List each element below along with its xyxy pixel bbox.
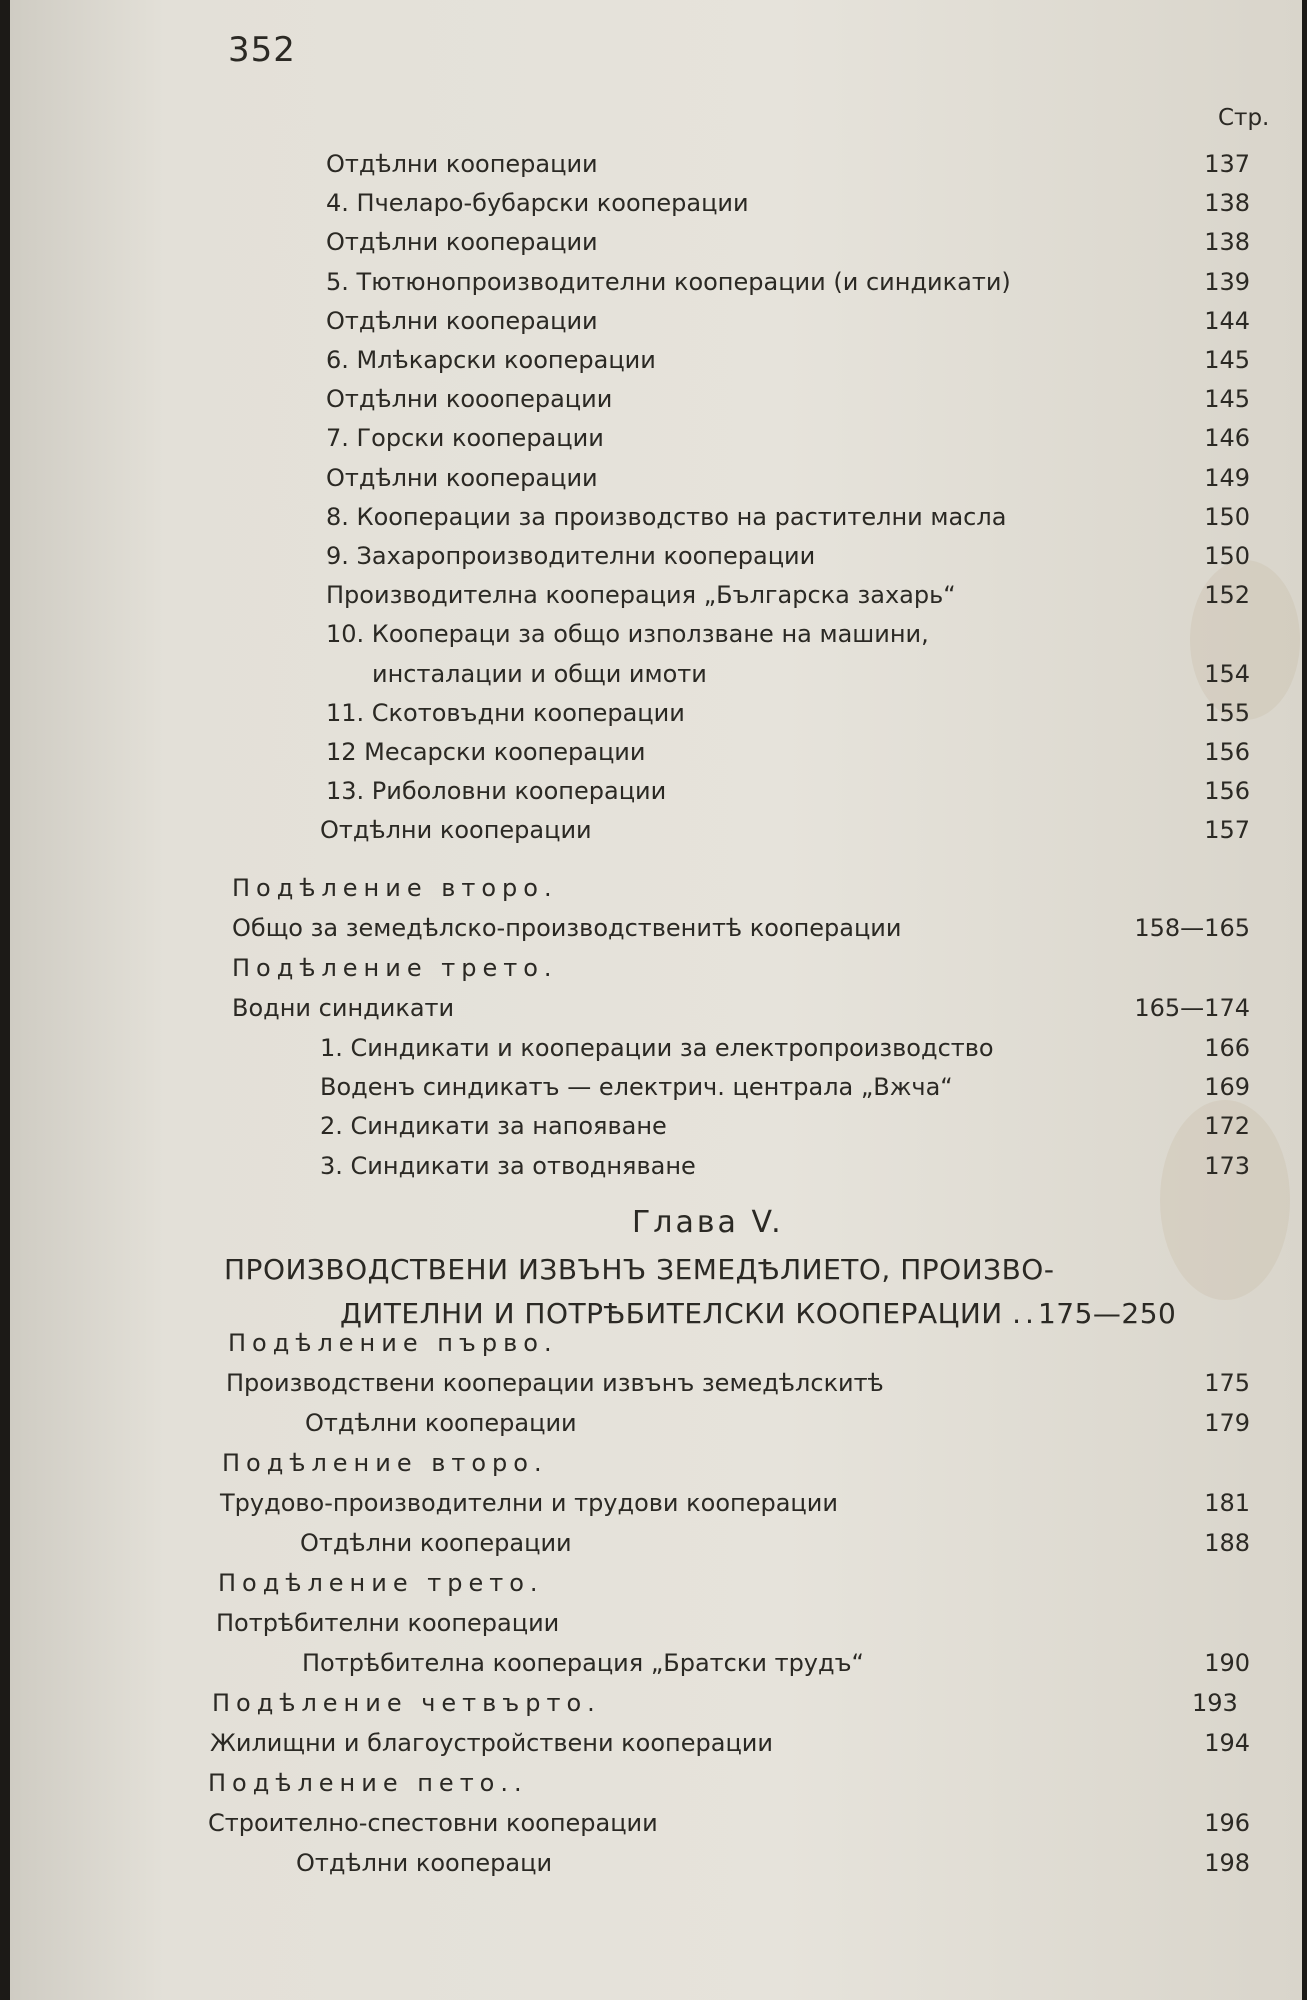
toc-entry-page: 196 [1204, 1809, 1250, 1837]
subdivision-heading: Подѣление второ. [222, 1449, 548, 1477]
toc-entry [326, 577, 1302, 613]
page-number: 352 [228, 30, 296, 70]
page-column-header: Стр. [1218, 105, 1270, 131]
toc-entry-page: 169 [1204, 1073, 1250, 1102]
dot-leader [566, 1845, 1190, 1881]
toc-entry-title: Отдѣлни кооперации [326, 463, 598, 492]
dot-leader [626, 381, 1190, 417]
toc-entry [296, 1845, 1302, 1881]
dot-leader [612, 224, 1191, 260]
toc-entry-title: 13. Риболовни кооперации [326, 777, 667, 806]
subdivision-heading: Подѣление четвърто. [212, 1689, 601, 1717]
toc-entry-page: 146 [1204, 424, 1250, 453]
toc-entry [305, 1405, 1302, 1441]
toc-entry-page: 154 [1204, 659, 1250, 688]
toc-entry-page: 198 [1204, 1849, 1250, 1877]
toc-entry-title: Общо за земедѣлско-производственитѣ кооперации [232, 914, 902, 942]
toc-entry-title: Трудово-производителни и трудови кооперации [220, 1489, 838, 1517]
toc-entry-title: Отдѣлни кооперации [300, 1529, 572, 1557]
toc-entry-page: 145 [1204, 346, 1250, 374]
dot-leader [829, 538, 1190, 574]
toc-entry-title: Отдѣлни коооперации [326, 385, 613, 414]
dot-leader [573, 1605, 1236, 1641]
chapter-pages: 175—250 [1037, 1297, 1177, 1330]
dot-leader [878, 1645, 1190, 1681]
toc-entry [320, 1148, 1302, 1184]
dot-leader [680, 773, 1190, 809]
toc-entry [326, 616, 1302, 652]
dot-leader [586, 1525, 1191, 1561]
toc-entry [326, 695, 1302, 731]
subdivision-heading: Подѣление пето.. [208, 1769, 528, 1797]
toc-entry-page: 175 [1204, 1369, 1250, 1397]
toc-entry-page: 150 [1204, 502, 1250, 531]
dot-leader [898, 1365, 1190, 1401]
toc-entry-page: 172 [1204, 1112, 1250, 1141]
toc-entry-page: 165—174 [1134, 994, 1250, 1022]
toc-entry-title: Отдѣлни кооперации [305, 1409, 577, 1437]
chapter-title-line1: ПРОИЗВОДСТВЕНИ ИЗВЪНЪ ЗЕМЕДѢЛИЕТО, ПРОИЗВО- [224, 1253, 1055, 1286]
toc-entry-page: 188 [1204, 1529, 1250, 1557]
toc-entry [326, 499, 1302, 535]
toc-entry-title: Потрѣбителна кооперация „Братски трудъ“ [302, 1649, 864, 1677]
toc-entry-title: 6. Млѣкарски кооперации [326, 346, 656, 374]
toc-entry-title: Отдѣлни коопераци [296, 1849, 553, 1877]
toc-entry-title: Отдѣлни кооперации [326, 150, 598, 178]
toc-entry-title: 3. Синдикати за отводняване [320, 1151, 696, 1180]
book-page [10, 0, 1302, 2000]
toc-entry-page: 138 [1204, 228, 1250, 257]
toc-entry-title: Отдѣлни кооперации [326, 306, 598, 335]
chapter-title: ПРОИЗВОДСТВЕНИ ИЗВЪНЪ ЗЕМЕДѢЛИЕТО, ПРОИЗВО- ДИТЕЛНИ И ПОТРѢБИТЕЛСКИ КООПЕРАЦИИ ..175—250 [224, 1253, 1177, 1330]
toc-entry [326, 538, 1302, 574]
subdivision-heading: Подѣление трето. [218, 1569, 544, 1597]
toc-entry-title: Производителна кооперация „Българска захарь“ [326, 581, 956, 610]
toc-entry [326, 224, 1302, 260]
toc-entry-page: 139 [1204, 267, 1250, 296]
toc-entry [300, 1525, 1302, 1561]
dot-leader [618, 420, 1190, 456]
subdivision-heading: Подѣление второ. [232, 874, 558, 902]
toc-entry-title: 7. Горски кооперации [326, 424, 604, 453]
toc-entry-title: 11. Скотовъдни кооперации [326, 698, 685, 727]
toc-entry [372, 656, 1302, 692]
toc-entry [326, 264, 1302, 300]
toc-entry [326, 185, 1302, 221]
dot-leader [591, 1405, 1191, 1441]
subdivision-heading: Подѣление първо. [228, 1329, 558, 1357]
toc-entry-page: 166 [1204, 1034, 1250, 1062]
toc-entry [320, 812, 1302, 848]
toc-entry-page: 156 [1204, 738, 1250, 766]
toc-entry-page: 144 [1204, 306, 1250, 335]
toc-entry-page: 152 [1204, 581, 1250, 610]
toc-entry-title: 5. Тютюнопроизводителни кооперации (и синдикати) [326, 267, 1011, 296]
chapter-label: Глава V. [632, 1205, 784, 1240]
dot-leader [672, 1805, 1190, 1841]
dot-leader [670, 342, 1190, 378]
toc-entry [232, 990, 1302, 1026]
table-of-contents [10, 0, 1302, 2000]
toc-entry-title: 4. Пчеларо-бубарски кооперации [326, 189, 749, 218]
dot-leader [787, 1725, 1190, 1761]
dot-leader [606, 812, 1191, 848]
toc-entry [326, 303, 1302, 339]
dot-leader [721, 656, 1190, 692]
toc-entry-title: Жилищни и благоустройствени кооперации [210, 1729, 773, 1757]
dot-leader [681, 1108, 1190, 1144]
toc-entry-page: 150 [1204, 542, 1250, 570]
toc-entry-page: 193 [1192, 1689, 1238, 1717]
toc-entry-title: 1. Синдикати и кооперации за електропроизводство [320, 1034, 994, 1062]
dot-leader [699, 695, 1190, 731]
toc-entry-title: 12 Месарски кооперации [326, 738, 646, 766]
toc-entry-title: 9. Захаропроизводителни кооперации [326, 542, 816, 570]
toc-entry [208, 1805, 1302, 1841]
subdivision-heading: Подѣление трето. [232, 954, 558, 982]
dot-leader [852, 1485, 1190, 1521]
toc-entry [320, 1108, 1302, 1144]
toc-entry [220, 1485, 1302, 1521]
toc-entry [320, 1069, 1302, 1105]
toc-entry-title: Потрѣбителни кооперации [216, 1609, 560, 1637]
dot-leader [970, 577, 1191, 613]
toc-entry [320, 1030, 1302, 1066]
toc-entry [326, 734, 1302, 770]
dot-leader [916, 910, 1121, 946]
toc-entry-page: 179 [1204, 1409, 1250, 1437]
toc-entry-page: 181 [1204, 1489, 1250, 1517]
toc-entry [226, 1365, 1302, 1401]
toc-entry-title: Водни синдикати [232, 994, 455, 1022]
dot-leader [710, 1148, 1190, 1184]
dot-leader [763, 185, 1191, 221]
dot-leader [612, 146, 1191, 182]
toc-entry-title: 8. Кооперации за производство на растителни масла [326, 502, 1007, 531]
toc-entry [302, 1645, 1302, 1681]
toc-entry [326, 342, 1302, 378]
toc-entry-page: 149 [1204, 463, 1250, 492]
toc-entry-title: Отдѣлни кооперации [326, 228, 598, 257]
toc-entry-page: 155 [1204, 698, 1250, 727]
dot-leader [612, 460, 1191, 496]
toc-entry [326, 460, 1302, 496]
toc-entry [326, 420, 1302, 456]
toc-entry-title: инсталации и общи имоти [372, 659, 707, 688]
toc-entry-title: 10. Коопераци за общо използване на машини, [326, 620, 929, 649]
toc-entry-page: 190 [1204, 1649, 1250, 1677]
toc-entry-page: 157 [1204, 816, 1250, 845]
toc-entry-page: 194 [1204, 1729, 1250, 1757]
toc-entry [326, 146, 1302, 182]
toc-entry-page: 145 [1204, 385, 1250, 414]
dot-leader [660, 734, 1191, 770]
chapter-title-line2: ДИТЕЛНИ И ПОТРѢБИТЕЛСКИ КООПЕРАЦИИ [340, 1297, 1003, 1330]
toc-entry [232, 910, 1302, 946]
dot-leader [468, 990, 1120, 1026]
toc-entry-page: 156 [1204, 777, 1250, 806]
toc-entry-page: 158—165 [1134, 914, 1250, 942]
toc-entry-title: Производствени кооперации извънъ земедѣлскитѣ [226, 1369, 884, 1397]
toc-entry [326, 381, 1302, 417]
toc-entry [210, 1725, 1302, 1761]
toc-entry [326, 773, 1302, 809]
toc-entry-title: Отдѣлни кооперации [320, 816, 592, 845]
dot-leader [612, 303, 1191, 339]
toc-entry-page: 173 [1204, 1151, 1250, 1180]
dot-leader [967, 1069, 1190, 1105]
toc-entry-page: 137 [1204, 150, 1250, 178]
toc-entry-title: Строително-спестовни кооперации [208, 1809, 658, 1837]
toc-entry-title: 2. Синдикати за напояване [320, 1112, 667, 1141]
toc-entry-title: Воденъ синдикатъ — електрич. централа „Вжча“ [320, 1073, 953, 1102]
toc-entry-page: 138 [1204, 189, 1250, 218]
toc-entry [216, 1605, 1302, 1641]
